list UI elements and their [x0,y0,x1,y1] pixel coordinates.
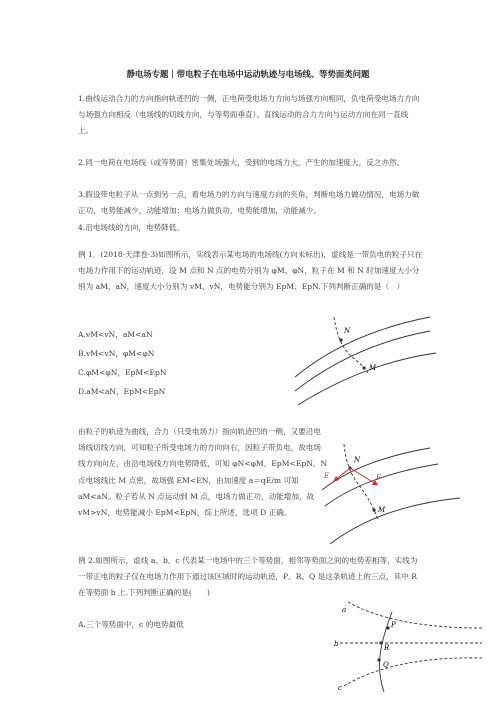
example1-option-d: D.aM<aN，EpM<EpN [78,387,166,396]
point-m-dot [372,508,375,511]
label-n: N [344,327,351,335]
point-r-dot [379,641,382,644]
label-r: R [384,644,390,652]
label-q: Q [383,661,389,669]
example2-stem: 例 2.如图所示，虚线 a、b、c 代表某一电场中的三个等势面，相邻等势面之间的电势差相等，实线为一带正电的粒子仅在电场力作用下通过该区域时的运动轨迹，P、R、Q 是这条轨迹上的三点，其中 R 在等势面 b 上.下列判断正确的是( ) [78,556,418,598]
example2-option-a: A.三个等势面中，c 的电势最低 [78,620,184,629]
label-n: N [354,456,361,464]
label-m: M [369,364,377,372]
label-e: E [324,472,330,480]
example1-option-b: B.vM<vN，φM<φN [78,349,155,358]
trajectory-line [334,317,368,373]
label-p: P [391,621,396,629]
example2-figure [334,598,484,693]
field-line [325,464,438,506]
label-f: F [376,474,381,482]
point-q-dot [377,658,380,661]
point-m-dot [362,366,365,369]
page-title: 静电场专题｜带电粒子在电场中运动轨迹与电场线、等势面类问题 [126,69,370,79]
label-a: a [342,606,347,614]
field-line [330,498,460,544]
equipotential-a [348,602,482,628]
point-1: 1.曲线运动合力的方向指向轨迹凹的一侧，正电荷受电场力方向与场强方向相同，负电荷受电场力方向与场强方向相反（电场线的切线方向，与等势面垂直）。直线运动的合力方向与运动方向在同一直线上。 [78,94,420,136]
example1-figure [290,315,440,405]
point-n-dot [339,338,342,341]
label-b: b [334,640,339,648]
example1-stem: 例 1．(2018·天津卷·3)如图所示，实线表示某电场的电场线(方向未标出)，虚线是一带负电的粒子只在电场力作用下的运动轨迹，设 M 点和 N 点的电势分别为 φM、φN，粒子在 M 和 N 时加速度大小分别为 aM、aN，速度大小分别为 vM、vN，电势能分别为 EpM、EpN.下列判断正确的是（ ） [78,250,423,292]
point-4: 4.沿电场线的方向，电势降低。 [78,223,184,232]
point-3: 3.假设带电粒子从一点到另一点，看电场力的方向与速度方向的夹角，判断电场力做功情况，电场力做正功，电势能减少，动能增加；电场力做负功，电势能增加，动能减少。 [78,190,420,216]
field-line [298,353,436,405]
field-line [295,331,430,391]
example1-option-a: A.vM<vN，aM<aN [78,330,153,339]
analysis-figure [320,440,470,550]
point-2: 2.同一电荷在电场线（或等势面）密集处场强大，受到的电场力大，产生的加速度大，反之亦然。 [78,158,405,167]
label-c: c [338,684,342,692]
point-p-dot [386,626,389,629]
example1-analysis: 由粒子的轨迹为曲线，合力（只受电场力）指向轨迹凹的一侧，又要沿电场线切线方向，可知粒子所受电场力的方向向右，因粒子带负电，故电场线方向向左，由沿电场线方向电势降低，可知 φN<φM，EpM<EpN。N 点电场线比 M 点密，故场强 EM<EN，由加速度 a＝qE/m 可知 aM<aN。粒子若从 N 点运动到 M 点，电场力做正功，动能增加，故 vM>vN，电势能减小 EpM<EpN，综上所述，选项 D 正确。 [78,427,328,518]
equipotential-c [344,658,482,686]
force-arrow-f [350,468,376,484]
example1-option-c: C.φM<φN，EpM<EpN [78,368,167,377]
label-m: M [378,506,386,514]
